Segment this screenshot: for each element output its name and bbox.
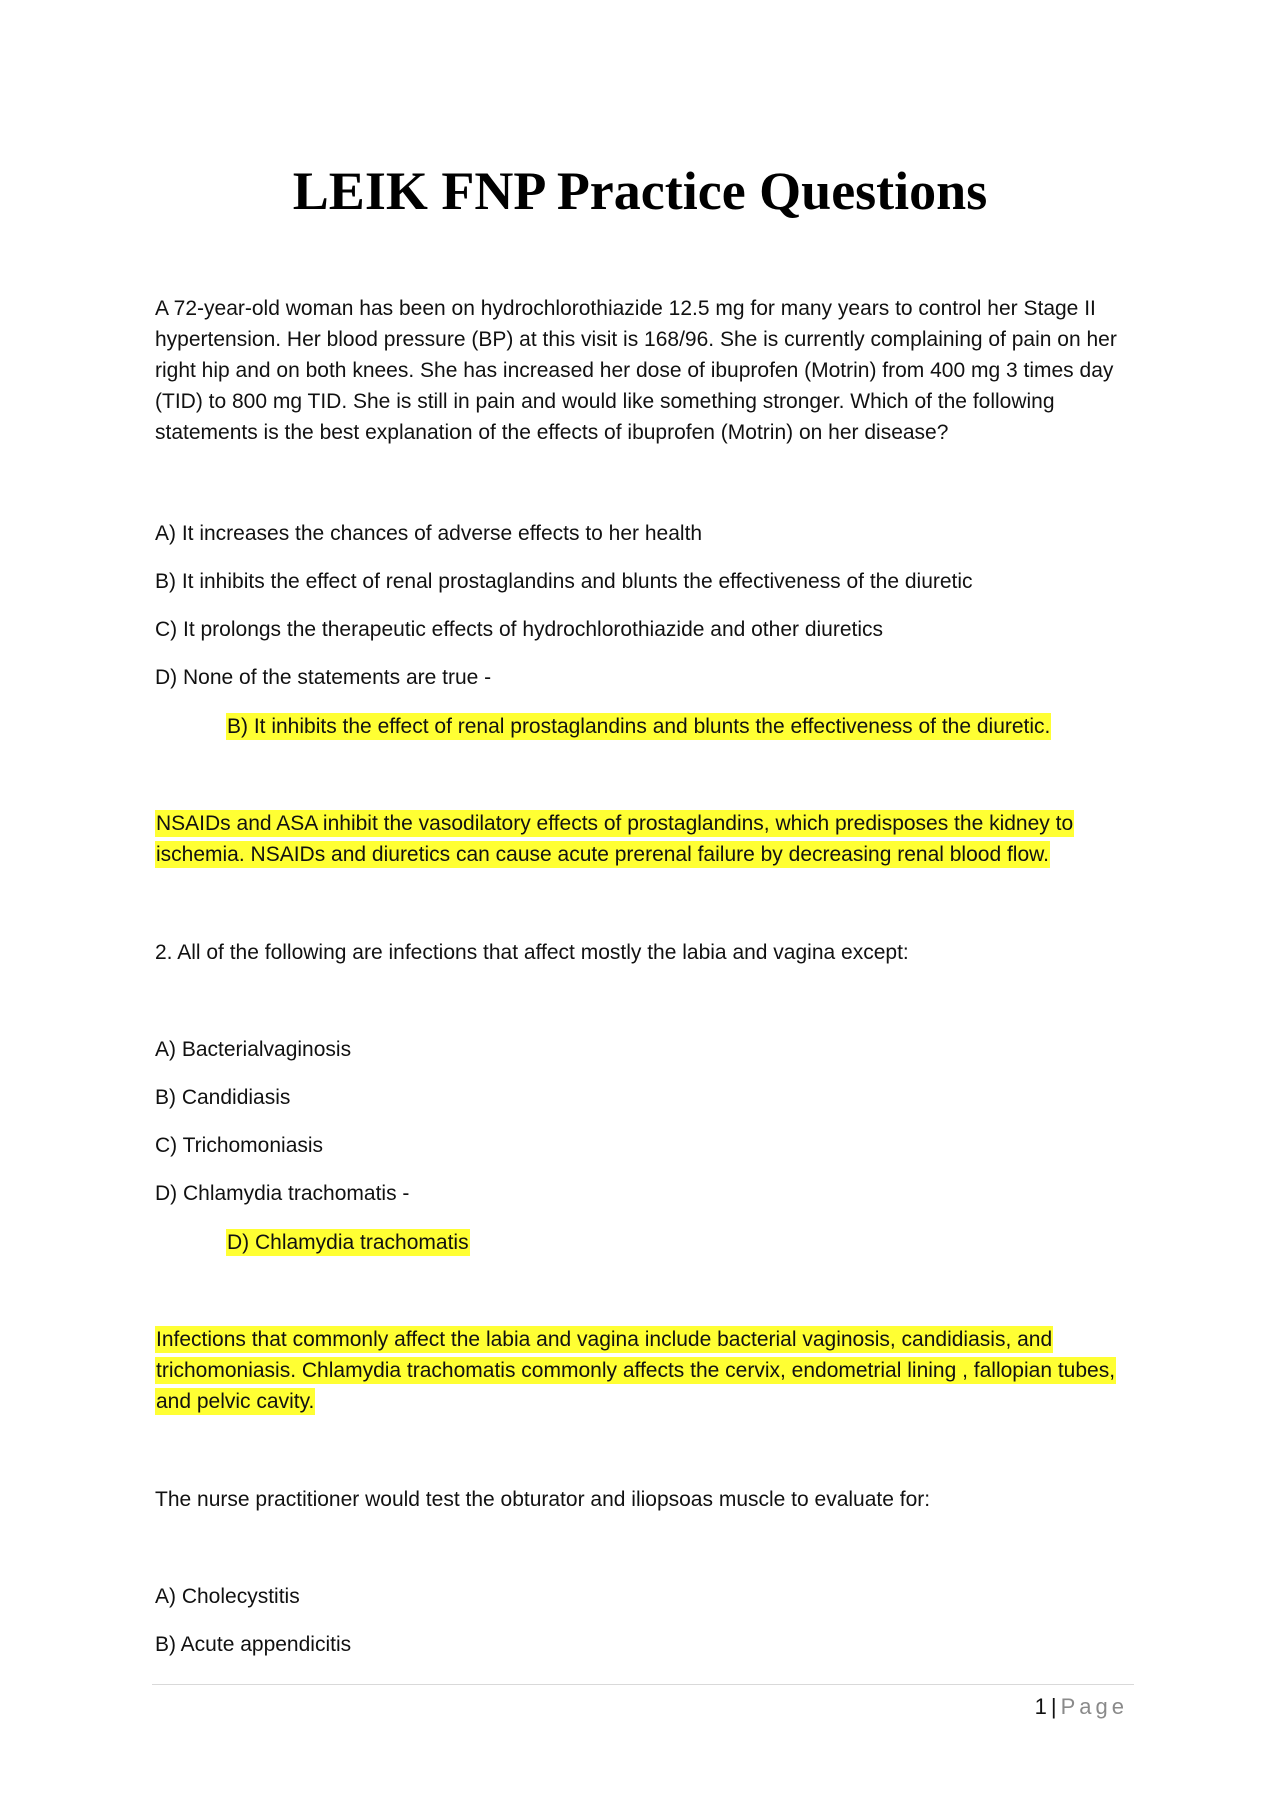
page-footer	[1035, 1692, 1128, 1722]
page-number: 1	[1034, 1694, 1047, 1719]
question-3-option-b: B) Acute appendicitis	[155, 1633, 352, 1656]
question-2-option-b: B) Candidiasis	[155, 1086, 291, 1109]
question-1-option-a: A) It increases the chances of adverse effects to her health	[155, 522, 703, 545]
question-1-option-b: B) It inhibits the effect of renal prostaglandins and blunts the effectiveness of the diuretic	[155, 570, 973, 593]
question-2-stem: 2. All of the following are infections that affect mostly the labia and vagina except:	[155, 941, 909, 964]
question-2-option-c: C) Trichomoniasis	[155, 1134, 324, 1157]
question-1-stem: A 72-year-old woman has been on hydrochlorothiazide 12.5 mg for many years to control her Stage II hypertension. Her blood pressure (BP) at this visit is 168/96. She is currently complaining of pain on her right hip and on both knees. She has increased her dose of ibuprofen (Motrin) from 400 mg 3 times day (TID) to 800 mg TID. She is still in pain and would like something stronger. Which of the following statements is the best explanation of the effects of ibuprofen (Motrin) on her disease?	[155, 297, 1117, 444]
page-title: LEIK FNP Practice Questions	[292, 161, 988, 221]
page-label: Page	[1060, 1694, 1128, 1719]
question-2-answer	[226, 1227, 470, 1258]
question-2-option-d: D) Chlamydia trachomatis -	[155, 1182, 410, 1205]
footer-divider	[152, 1684, 1134, 1685]
question-1-explanation-highlight: NSAIDs and ASA inhibit the vasodilatory effects of prostaglandins, which predisposes the kidney to ischemia. NSAIDs and diuretics can cause acute prerenal failure by decreasing renal blood flow.	[156, 812, 1074, 866]
question-3-option-a: A) Cholecystitis	[155, 1585, 300, 1608]
question-1-answer	[226, 711, 1051, 742]
question-1-option-d: D) None of the statements are true -	[155, 666, 492, 689]
question-2-answer-highlight: D) Chlamydia trachomatis	[227, 1231, 469, 1254]
question-1-answer-highlight: B) It inhibits the effect of renal prostaglandins and blunts the effectiveness of the diuretic.	[227, 715, 1051, 738]
question-2-explanation-highlight: Infections that commonly affect the labia and vagina include bacterial vaginosis, candidiasis, and trichomoniasis. Chlamydia trachomatis commonly affects the cervix, endometrial lining , fallopian tubes, and pelvic cavity.	[156, 1328, 1116, 1413]
question-3-stem: The nurse practitioner would test the obturator and iliopsoas muscle to evaluate for:	[155, 1488, 931, 1511]
footer-separator: |	[1050, 1694, 1057, 1719]
question-2-option-a: A) Bacterialvaginosis	[155, 1038, 352, 1061]
question-1-option-c: C) It prolongs the therapeutic effects of hydrochlorothiazide and other diuretics	[155, 618, 884, 641]
question-2-explanation	[155, 1324, 1125, 1417]
question-1-explanation	[155, 808, 1125, 870]
